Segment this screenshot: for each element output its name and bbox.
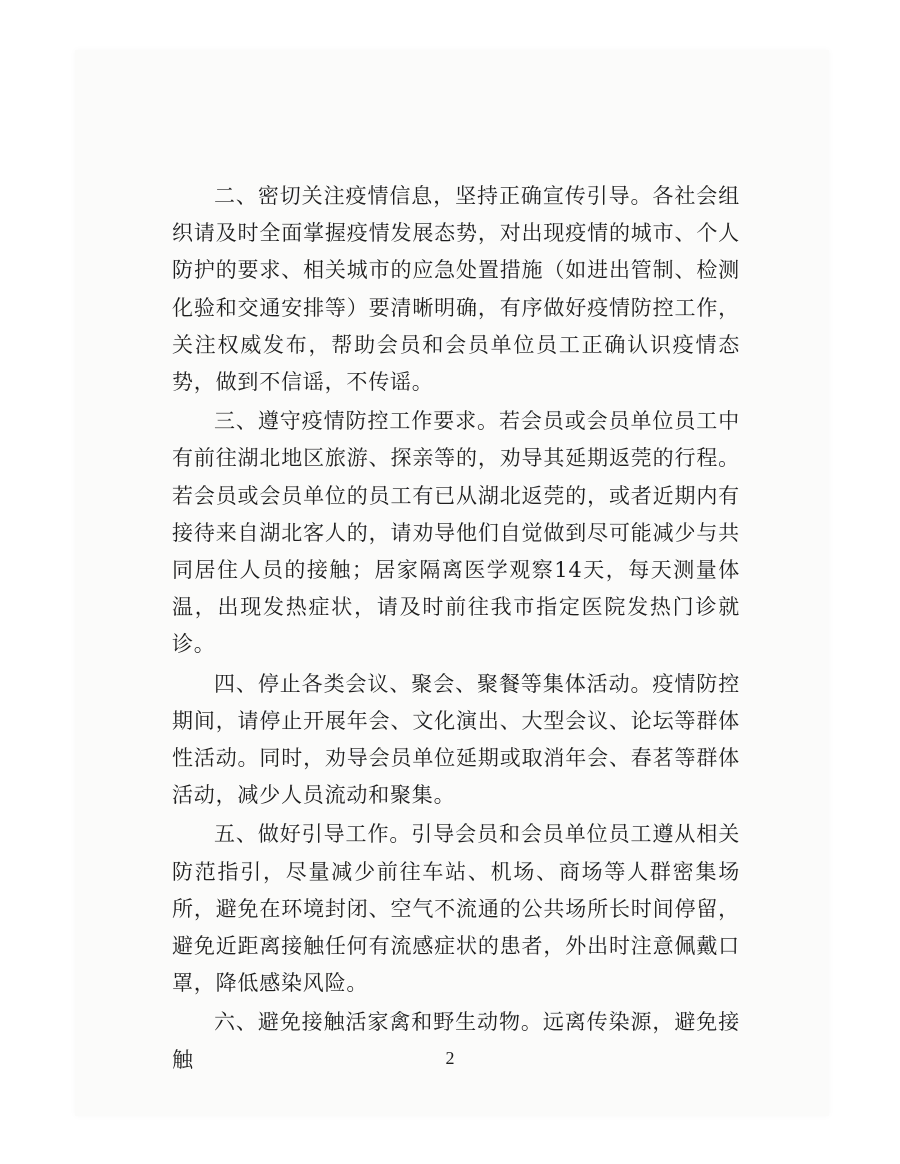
paragraph-section-3: 三、遵守疫情防控工作要求。若会员或会员单位员工中有前往湖北地区旅游、探亲等的，劝导其延期返莞的行程。若会员或会员单位的员工有已从湖北返莞的，或者近期内有接待来自湖北客人的，请劝导他们自觉做到尽可能减少与共同居住人员的接触；居家隔离医学观察14天，每天测量体温，出现发热症状，请及时前往我市指定医院发热门诊就诊。 <box>172 409 740 657</box>
paragraph-section-4: 四、停止各类会议、聚会、聚餐等集体活动。疫情防控期间，请停止开展年会、文化演出、大型会议、论坛等群体性活动。同时，劝导会员单位延期或取消年会、春茗等群体活动，减少人员流动和聚集。 <box>172 671 740 808</box>
paragraph-section-5: 五、做好引导工作。引导会员和会员单位员工遵从相关防范指引，尽量减少前往车站、机场、商场等人群密集场所，避免在环境封闭、空气不流通的公共场所长时间停留，避免近距离接触任何有流感症状的患者，外出时注意佩戴口罩，降低感染风险。 <box>172 822 740 996</box>
paragraph-section-2: 二、密切关注疫情信息，坚持正确宣传引导。各社会组织请及时全面掌握疫情发展态势，对出现疫情的城市、个人防护的要求、相关城市的应急处置措施（如进出管制、检测化验和交通安排等）要清晰明确，有序做好疫情防控工作，关注权威发布，帮助会员和会员单位员工正确认识疫情态势，做到不信谣，不传谣。 <box>172 184 740 395</box>
paragraph-section-6: 六、避免接触活家禽和野生动物。远离传染源，避免接触 <box>172 1010 740 1072</box>
document-body <box>172 178 740 1081</box>
page-number: 2 <box>445 1048 455 1068</box>
